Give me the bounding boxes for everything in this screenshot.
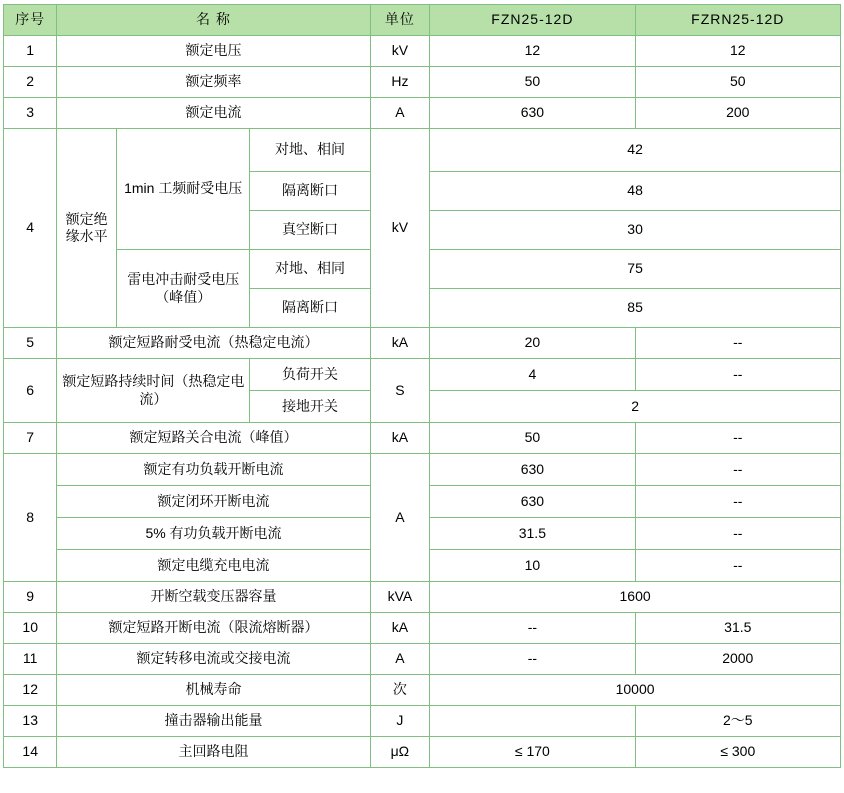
item-name: 对地、相同 [250, 250, 370, 289]
table-row [4, 644, 841, 675]
row-value-1: ≤ 170 [430, 737, 635, 768]
item-name: 接地开关 [250, 391, 370, 423]
header-model-2: FZRN25-12D [635, 5, 840, 36]
row-value-1: 50 [430, 67, 635, 98]
item-value-2: -- [635, 454, 840, 486]
row-unit: Hz [370, 67, 430, 98]
row-value-2: 200 [635, 98, 840, 129]
row-unit: kV [370, 129, 430, 328]
row-value-2: 2～5 [635, 706, 840, 737]
table-row [4, 98, 841, 129]
table-row [4, 454, 841, 486]
row-no: 6 [4, 359, 57, 423]
row-name: 额定短路关合电流（峰值） [57, 423, 370, 454]
item-value-1: 630 [430, 486, 635, 518]
row-name: 额定电压 [57, 36, 370, 67]
row-no: 2 [4, 67, 57, 98]
row-unit: kVA [370, 582, 430, 613]
group-label-short-circuit-duration: 额定短路持续时间（热稳定电流） [57, 359, 250, 423]
row-value-2: -- [635, 328, 840, 359]
row-unit: S [370, 359, 430, 423]
row-unit: μΩ [370, 737, 430, 768]
item-name: 额定闭环开断电流 [57, 486, 370, 518]
item-name: 隔离断口 [250, 172, 370, 211]
item-value-1: 4 [430, 359, 635, 391]
item-value-merged: 48 [430, 172, 841, 211]
item-value-merged: 75 [430, 250, 841, 289]
row-value-merged: 1600 [430, 582, 841, 613]
table-row [4, 675, 841, 706]
row-value-1 [430, 706, 635, 737]
row-unit: kA [370, 613, 430, 644]
item-name: 额定电缆充电电流 [57, 550, 370, 582]
item-value-2: -- [635, 359, 840, 391]
item-value-merged: 2 [430, 391, 841, 423]
row-name: 额定短路开断电流（限流熔断器） [57, 613, 370, 644]
row-unit: J [370, 706, 430, 737]
group-label-text: 额定绝缘水平 [65, 210, 108, 244]
row-value-1: -- [430, 644, 635, 675]
row-no: 1 [4, 36, 57, 67]
item-name: 隔离断口 [250, 289, 370, 328]
row-name: 机械寿命 [57, 675, 370, 706]
row-value-2: 12 [635, 36, 840, 67]
table-row [4, 129, 841, 172]
table-row [4, 613, 841, 644]
row-name: 主回路电阻 [57, 737, 370, 768]
table-row [4, 706, 841, 737]
row-value-1: 20 [430, 328, 635, 359]
item-name: 对地、相间 [250, 129, 370, 172]
row-no: 3 [4, 98, 57, 129]
table-row [4, 582, 841, 613]
table-row [4, 36, 841, 67]
header-name: 名 称 [57, 5, 370, 36]
item-value-merged: 42 [430, 129, 841, 172]
item-value-1: 10 [430, 550, 635, 582]
row-no: 13 [4, 706, 57, 737]
row-value-merged: 10000 [430, 675, 841, 706]
header-row [4, 5, 841, 36]
subgroup-lightning-impulse: 雷电冲击耐受电压（峰值） [116, 250, 250, 328]
row-no: 10 [4, 613, 57, 644]
item-value-1: 31.5 [430, 518, 635, 550]
row-name: 额定电流 [57, 98, 370, 129]
table-row [4, 423, 841, 454]
item-value-2: -- [635, 486, 840, 518]
group-label-insulation [57, 129, 117, 328]
row-value-1: 50 [430, 423, 635, 454]
item-value-2: -- [635, 550, 840, 582]
row-value-2: 31.5 [635, 613, 840, 644]
row-unit: kA [370, 328, 430, 359]
subgroup-power-frequency: 1min 工频耐受电压 [116, 129, 250, 250]
row-no: 11 [4, 644, 57, 675]
row-value-1: 630 [430, 98, 635, 129]
table-row [4, 359, 841, 391]
row-no: 14 [4, 737, 57, 768]
table-row [4, 67, 841, 98]
header-model-1: FZN25-12D [430, 5, 635, 36]
item-value-merged: 30 [430, 211, 841, 250]
row-no: 9 [4, 582, 57, 613]
row-unit: kA [370, 423, 430, 454]
row-name: 额定转移电流或交接电流 [57, 644, 370, 675]
table-row [4, 328, 841, 359]
item-name: 额定有功负载开断电流 [57, 454, 370, 486]
row-value-2: 50 [635, 67, 840, 98]
row-value-2: 2000 [635, 644, 840, 675]
header-unit: 单位 [370, 5, 430, 36]
table-body [4, 36, 841, 768]
header-no: 序号 [4, 5, 57, 36]
row-value-1: -- [430, 613, 635, 644]
item-name: 真空断口 [250, 211, 370, 250]
row-no: 4 [4, 129, 57, 328]
row-value-2: ≤ 300 [635, 737, 840, 768]
row-no: 12 [4, 675, 57, 706]
item-name: 5% 有功负载开断电流 [57, 518, 370, 550]
row-name: 开断空载变压器容量 [57, 582, 370, 613]
row-no: 7 [4, 423, 57, 454]
row-no: 8 [4, 454, 57, 582]
row-value-1: 12 [430, 36, 635, 67]
specification-table [3, 4, 841, 768]
row-unit: A [370, 644, 430, 675]
row-unit: A [370, 98, 430, 129]
row-name: 额定频率 [57, 67, 370, 98]
item-value-2: -- [635, 518, 840, 550]
item-value-merged: 85 [430, 289, 841, 328]
row-no: 5 [4, 328, 57, 359]
row-value-2: -- [635, 423, 840, 454]
row-unit: kV [370, 36, 430, 67]
item-name: 负荷开关 [250, 359, 370, 391]
row-name: 撞击器输出能量 [57, 706, 370, 737]
row-unit: A [370, 454, 430, 582]
row-name: 额定短路耐受电流（热稳定电流） [57, 328, 370, 359]
table-row [4, 737, 841, 768]
item-value-1: 630 [430, 454, 635, 486]
spec-sheet [0, 4, 844, 793]
row-unit: 次 [370, 675, 430, 706]
table-header [4, 5, 841, 36]
